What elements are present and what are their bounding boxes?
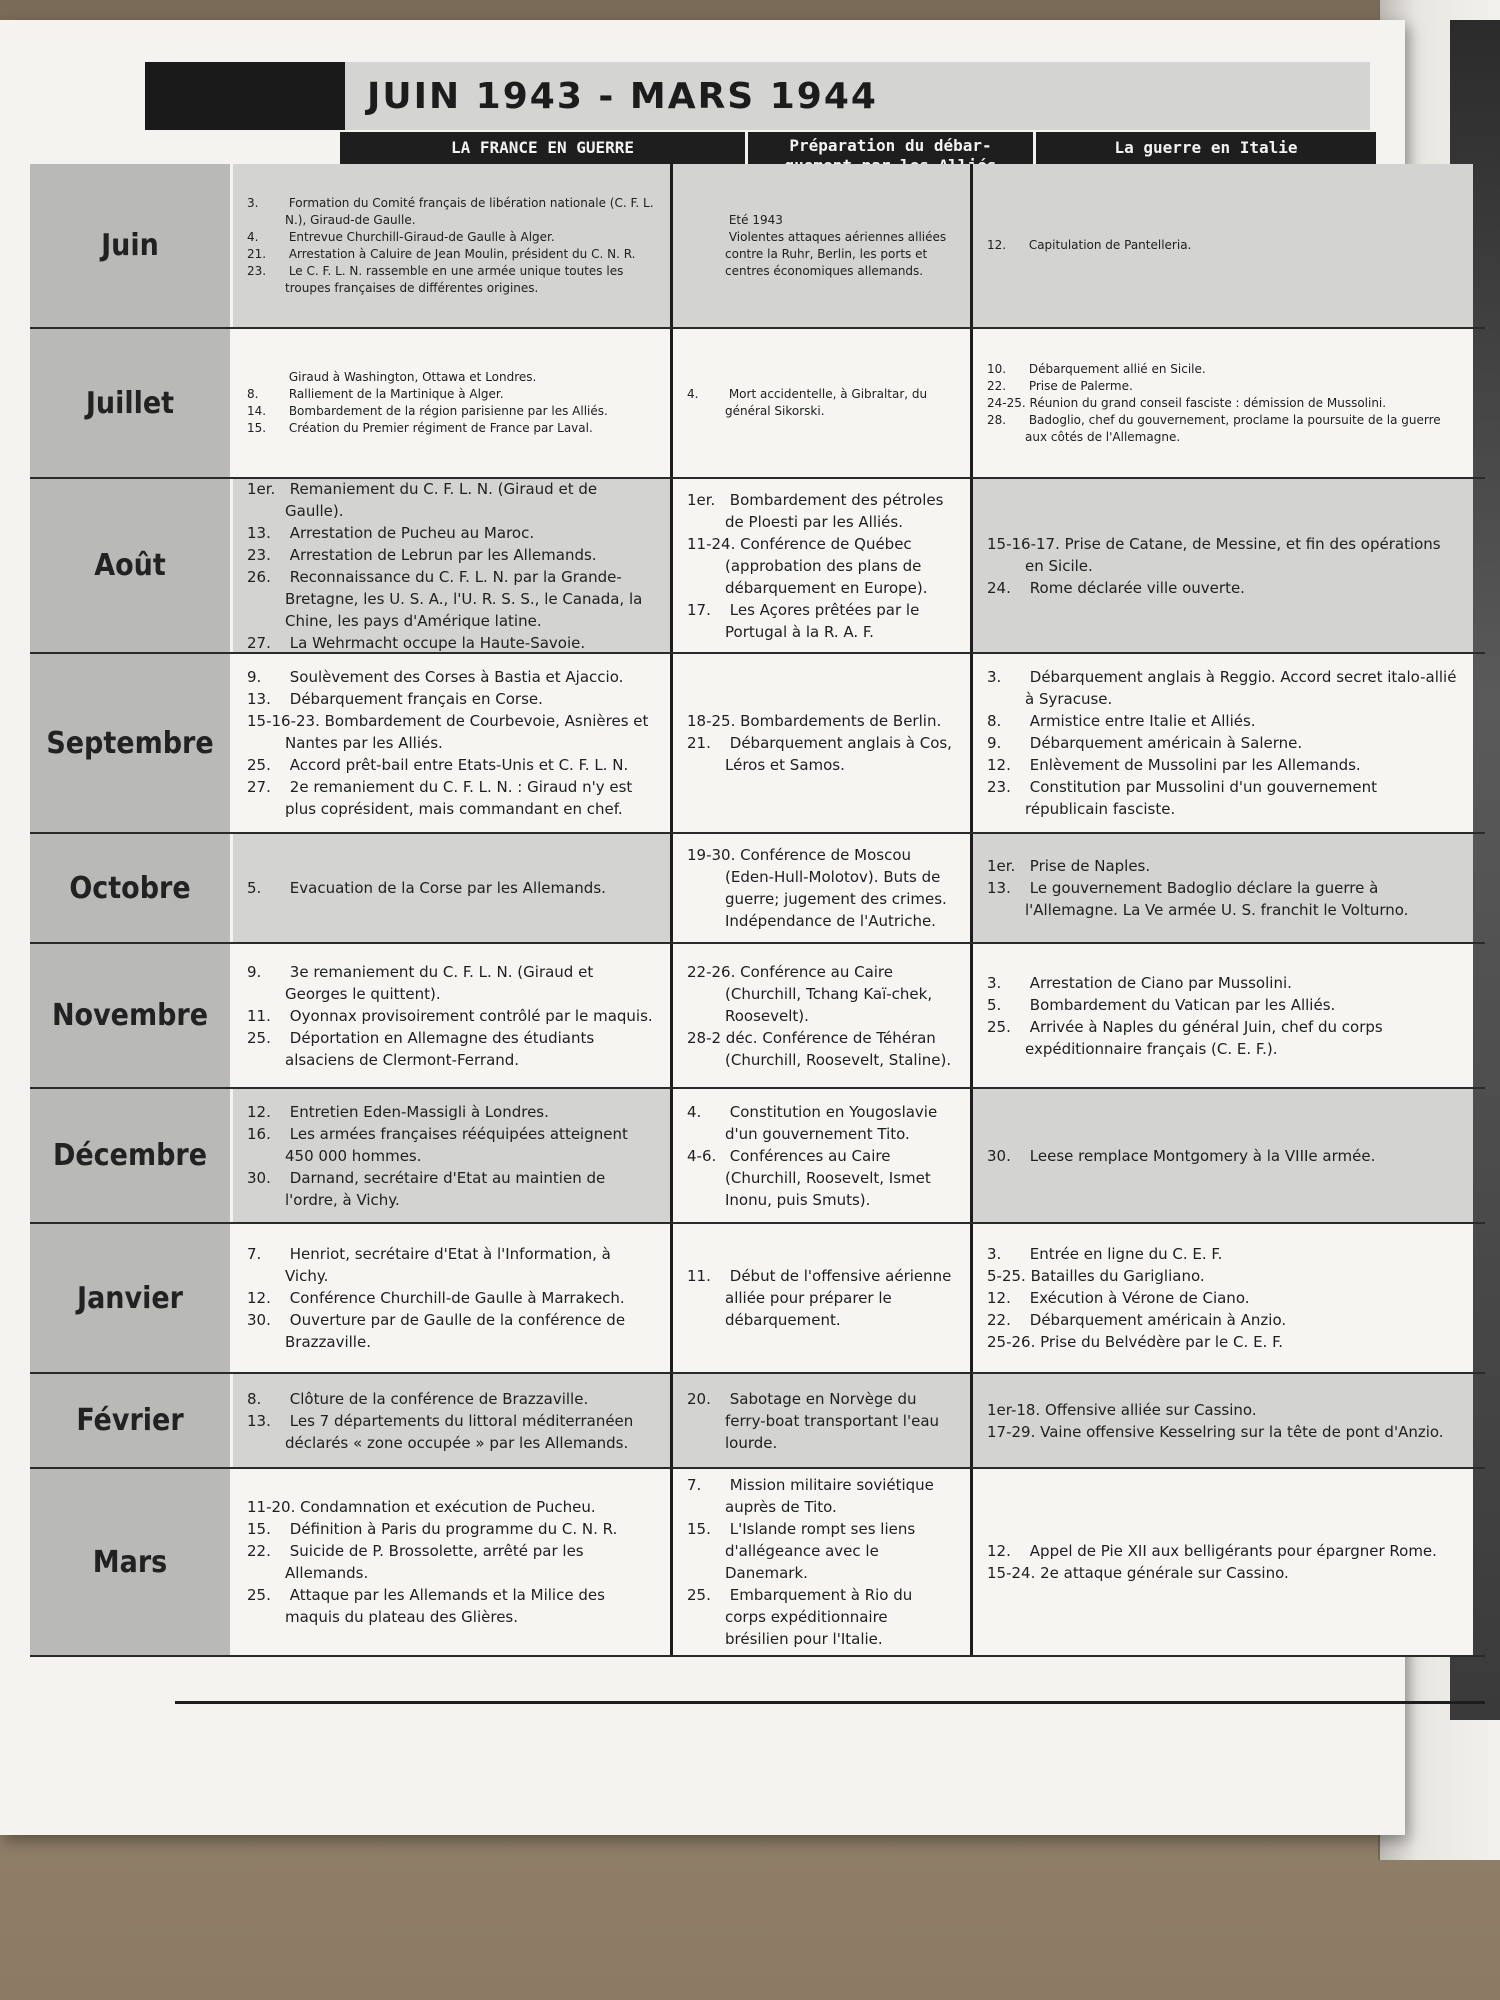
page-title: JUIN 1943 - MARS 1944 xyxy=(367,75,878,117)
column-header-italie: La guerre en Italie xyxy=(1036,132,1376,164)
event-date: 5. xyxy=(247,879,262,897)
event-entry xyxy=(987,577,1459,599)
event-text: Mort accidentelle, à Gibraltar, du général Sikorski. xyxy=(725,387,928,418)
event-date: 25. xyxy=(687,1586,711,1604)
event-text: Reconnaissance du C. F. L. N. par la Grande-Bretagne, les U. S. A., l'U. R. S. S., le Canada, la Chine, les pays d'Amérique latine. xyxy=(285,567,643,630)
event-text: Le gouvernement Badoglio déclare la guerre à l'Allemagne. La Ve armée U. S. franchit le Volturno. xyxy=(1025,879,1409,919)
event-date: 1er. xyxy=(687,490,716,509)
event-date: 18-25. xyxy=(687,712,736,730)
event-text: Entrevue Churchill-Giraud-de Gaulle à Alger. xyxy=(288,229,555,244)
cell-france xyxy=(233,654,673,832)
event-entry xyxy=(247,1584,656,1628)
event-entry xyxy=(987,666,1459,710)
event-date: 25. xyxy=(247,756,271,774)
event-date: 19-30. xyxy=(687,846,736,864)
event-date: 23. xyxy=(247,545,271,564)
event-date: 27. xyxy=(247,633,271,652)
cell-allies xyxy=(673,944,973,1087)
event-text: 3e remaniement du C. F. L. N. (Giraud et Georges le quittent). xyxy=(285,962,594,1003)
event-text: 2e attaque générale sur Cassino. xyxy=(1040,1564,1289,1582)
event-date: 15. xyxy=(687,1520,711,1538)
month-label: Mars xyxy=(30,1469,233,1655)
event-entry xyxy=(247,1005,656,1027)
event-entry xyxy=(987,1265,1459,1287)
event-date: 15-16-17. xyxy=(987,534,1060,553)
cell-france xyxy=(233,1469,673,1655)
event-entry xyxy=(247,566,656,632)
event-text: La Wehrmacht occupe la Haute-Savoie. xyxy=(289,633,586,652)
event-date: 13. xyxy=(247,523,271,542)
event-date: 22. xyxy=(987,378,1007,393)
event-entry xyxy=(687,961,956,1027)
event-text: Conférence au Caire (Churchill, Tchang Kaï-chek, Roosevelt). xyxy=(725,962,933,1025)
header-black-block xyxy=(145,62,345,130)
event-text: Prise du Belvédère par le C. E. F. xyxy=(1040,1333,1284,1351)
event-date: 27. xyxy=(247,778,271,796)
event-entry xyxy=(987,994,1459,1016)
event-text: Les Açores prêtées par le Portugal à la R. A. F. xyxy=(725,600,920,641)
cell-allies xyxy=(673,654,973,832)
cell-italie xyxy=(973,1469,1473,1655)
event-text: Conférences au Caire (Churchill, Roosevelt, Ismet Inonu, puis Smuts). xyxy=(725,1146,931,1209)
event-entry xyxy=(247,1309,656,1353)
cell-italie xyxy=(973,479,1473,652)
event-date: 30. xyxy=(247,1168,271,1187)
month-label: Octobre xyxy=(30,834,233,942)
event-entry xyxy=(687,1145,956,1211)
event-date: 25. xyxy=(247,1028,271,1047)
event-entry xyxy=(247,1496,656,1518)
event-date: 9. xyxy=(247,962,262,981)
event-text: Débarquement allié en Sicile. xyxy=(1028,361,1206,376)
event-entry xyxy=(687,1101,956,1145)
event-text: Embarquement à Rio du corps expéditionnaire brésilien pour l'Italie. xyxy=(725,1586,913,1648)
event-text: Accord prêt-bail entre Etats-Unis et C. F. L. N. xyxy=(289,756,629,774)
month-row xyxy=(30,1374,1485,1469)
event-entry xyxy=(987,361,1459,378)
event-date: 25-26. xyxy=(987,1333,1036,1351)
event-entry xyxy=(247,1388,656,1410)
event-date: 22-26. xyxy=(687,962,736,981)
event-entry xyxy=(247,1101,656,1123)
event-date: 28. xyxy=(987,412,1007,427)
event-entry xyxy=(987,776,1459,820)
event-date: 21. xyxy=(247,246,267,261)
event-entry xyxy=(987,395,1459,412)
event-text: L'Islande rompt ses liens d'allégeance avec le Danemark. xyxy=(725,1520,916,1582)
cell-allies xyxy=(673,1374,973,1467)
event-entry xyxy=(247,386,656,403)
cell-italie xyxy=(973,1374,1473,1467)
event-date: 7. xyxy=(247,1245,262,1263)
event-entry xyxy=(987,412,1459,446)
cell-allies xyxy=(673,329,973,477)
event-date: 1er-18. xyxy=(987,1400,1041,1419)
event-date: 21. xyxy=(687,734,711,752)
table-bottom-rule xyxy=(175,1701,1485,1704)
event-entry xyxy=(987,1309,1459,1331)
event-entry xyxy=(987,1421,1459,1443)
event-date: 5. xyxy=(987,995,1002,1014)
event-text: Sabotage en Norvège du ferry-boat transportant l'eau lourde. xyxy=(725,1389,940,1452)
cell-france xyxy=(233,479,673,652)
event-date: 22. xyxy=(247,1542,271,1560)
event-date: 1er. xyxy=(247,479,276,498)
event-text: Débarquement anglais à Cos, Léros et Samos. xyxy=(725,734,952,774)
event-text: Mission militaire soviétique auprès de Tito. xyxy=(725,1476,934,1516)
event-text: Exécution à Vérone de Ciano. xyxy=(1029,1289,1250,1307)
event-entry xyxy=(987,378,1459,395)
column-header-france: LA FRANCE EN GUERRE xyxy=(340,132,745,164)
event-entry xyxy=(247,1518,656,1540)
event-entry xyxy=(247,479,656,522)
event-date: 10. xyxy=(987,361,1007,376)
event-date: 13. xyxy=(247,1411,271,1430)
event-text: Débarquement français en Corse. xyxy=(289,690,543,708)
event-entry xyxy=(247,776,656,820)
event-date: 12. xyxy=(247,1102,271,1121)
event-text: Bombardement des pétroles de Ploesti par les Alliés. xyxy=(725,490,944,531)
event-date: 12. xyxy=(987,1542,1011,1560)
month-label: Janvier xyxy=(30,1224,233,1372)
month-row xyxy=(30,479,1485,654)
cell-france xyxy=(233,834,673,942)
event-entry xyxy=(247,710,656,754)
event-text: Bombardement de la région parisienne par les Alliés. xyxy=(288,404,608,418)
event-date: 15-24. xyxy=(987,1564,1036,1582)
event-date: 15-16-23. xyxy=(247,712,320,730)
event-text: Constitution par Mussolini d'un gouvernement républicain fasciste. xyxy=(1025,778,1377,818)
cell-allies xyxy=(673,1089,973,1222)
event-entry xyxy=(247,246,656,263)
month-label: Septembre xyxy=(30,654,233,832)
event-text: Débarquement anglais à Reggio. Accord secret italo-allié à Syracuse. xyxy=(1025,668,1457,708)
event-date: 14. xyxy=(247,404,267,418)
event-date: 15. xyxy=(247,1520,271,1538)
event-date: 3. xyxy=(987,1245,1002,1263)
event-entry xyxy=(687,1027,956,1071)
event-text: Batailles du Garigliano. xyxy=(1030,1267,1205,1285)
event-entry xyxy=(247,195,656,229)
event-date: 11-24. xyxy=(687,534,736,553)
event-entry xyxy=(247,369,656,386)
cell-france xyxy=(233,1089,673,1222)
cell-france xyxy=(233,944,673,1087)
event-text: Prise de Catane, de Messine, et fin des opérations en Sicile. xyxy=(1025,534,1441,575)
event-text: Déportation en Allemagne des étudiants alsaciens de Clermont-Ferrand. xyxy=(285,1028,595,1069)
event-date: 20. xyxy=(687,1389,711,1408)
event-date: 4. xyxy=(247,229,259,244)
event-text: Oyonnax provisoirement contrôlé par le maquis. xyxy=(289,1006,653,1025)
event-entry xyxy=(687,489,956,533)
event-text: Le C. F. L. N. rassemble en une armée unique toutes les troupes françaises de différentes origines. xyxy=(285,263,624,295)
event-entry xyxy=(987,1287,1459,1309)
event-entry xyxy=(247,229,656,246)
cell-italie xyxy=(973,944,1473,1087)
event-text: Giraud à Washington, Ottawa et Londres. xyxy=(288,370,537,384)
month-row xyxy=(30,654,1485,834)
event-text: Vaine offensive Kesselring sur la tête de pont d'Anzio. xyxy=(1040,1422,1444,1441)
event-date: 24-25. xyxy=(987,395,1026,410)
cell-italie xyxy=(973,1089,1473,1222)
event-entry xyxy=(987,1540,1459,1562)
event-text: Eté 1943 xyxy=(728,212,783,227)
month-row xyxy=(30,834,1485,944)
event-text: Badoglio, chef du gouvernement, proclame la poursuite de la guerre aux côtés de l'Allemagne. xyxy=(1025,412,1441,444)
event-entry xyxy=(987,1331,1459,1353)
event-entry xyxy=(247,1123,656,1167)
month-row xyxy=(30,329,1485,479)
event-entry xyxy=(247,1410,656,1454)
event-text: Entrée en ligne du C. E. F. xyxy=(1029,1245,1223,1263)
event-date: 9. xyxy=(247,668,262,686)
event-date: 30. xyxy=(987,1146,1011,1165)
event-date: 25. xyxy=(247,1586,271,1604)
event-entry xyxy=(247,403,656,420)
event-text: Entretien Eden-Massigli à Londres. xyxy=(289,1102,549,1121)
event-entry xyxy=(987,972,1459,994)
event-text: Leese remplace Montgomery à la VIIIe armée. xyxy=(1029,1146,1376,1165)
event-text: Ouverture par de Gaulle de la conférence de Brazzaville. xyxy=(285,1311,626,1351)
cell-allies xyxy=(673,1224,973,1372)
event-date: 26. xyxy=(247,567,271,586)
event-date: 11. xyxy=(247,1006,271,1025)
event-date: 4-6. xyxy=(687,1146,717,1165)
cell-allies xyxy=(673,479,973,652)
event-date: 13. xyxy=(987,879,1011,897)
event-date: 12. xyxy=(987,238,1007,252)
event-entry xyxy=(247,666,656,688)
cell-france xyxy=(233,1224,673,1372)
event-text: Définition à Paris du programme du C. N. R. xyxy=(289,1520,618,1538)
event-text: Condamnation et exécution de Pucheu. xyxy=(300,1498,596,1516)
event-text: Arrestation de Lebrun par les Allemands. xyxy=(289,545,597,564)
event-entry xyxy=(987,754,1459,776)
event-entry xyxy=(687,710,956,732)
event-text: Arrestation de Ciano par Mussolini. xyxy=(1029,973,1292,992)
event-date: 8. xyxy=(247,387,259,401)
event-entry xyxy=(987,1562,1459,1584)
event-text: Darnand, secrétaire d'Etat au maintien de l'ordre, à Vichy. xyxy=(285,1168,606,1209)
event-text: Arrestation de Pucheu au Maroc. xyxy=(289,523,535,542)
event-date: 24. xyxy=(987,578,1011,597)
event-text: Appel de Pie XII aux belligérants pour épargner Rome. xyxy=(1029,1542,1437,1560)
event-entry xyxy=(987,533,1459,577)
cell-allies xyxy=(673,834,973,942)
event-entry xyxy=(247,1540,656,1584)
chronology-table xyxy=(30,164,1485,1657)
event-entry xyxy=(687,732,956,776)
event-date: 11-20. xyxy=(247,1498,296,1516)
event-date: 5-25. xyxy=(987,1267,1026,1285)
event-text: Réunion du grand conseil fasciste : démission de Mussolini. xyxy=(1029,395,1387,410)
event-entry xyxy=(247,688,656,710)
event-entry xyxy=(987,1016,1459,1060)
event-entry xyxy=(687,533,956,599)
event-entry xyxy=(247,961,656,1005)
event-text: Conférence Churchill-de Gaulle à Marrakech. xyxy=(289,1289,625,1307)
event-date: 1er. xyxy=(987,857,1016,875)
event-entry xyxy=(987,855,1459,877)
event-text: Conférence de Moscou (Eden-Hull-Molotov). Buts de guerre; jugement des crimes. Indépendance de l'Autriche. xyxy=(725,846,947,930)
month-label: Août xyxy=(30,479,233,652)
event-text: Attaque par les Allemands et la Milice des maquis du plateau des Glières. xyxy=(285,1586,605,1626)
month-row xyxy=(30,1224,1485,1374)
event-text: Clôture de la conférence de Brazzaville. xyxy=(289,1389,589,1408)
cell-italie xyxy=(973,329,1473,477)
event-date: 11. xyxy=(687,1267,711,1285)
event-text: Débarquement américain à Salerne. xyxy=(1029,734,1303,752)
event-date: 4. xyxy=(687,1102,702,1121)
event-text: Les armées françaises rééquipées atteignent 450 000 hommes. xyxy=(285,1124,628,1165)
event-date: 16. xyxy=(247,1124,271,1143)
month-row xyxy=(30,164,1485,329)
event-text: Bombardement du Vatican par les Alliés. xyxy=(1029,995,1336,1014)
event-entry xyxy=(687,386,956,420)
event-date: 12. xyxy=(987,1289,1011,1307)
month-label: Novembre xyxy=(30,944,233,1087)
event-date: 4. xyxy=(687,387,699,401)
event-text: Prise de Naples. xyxy=(1029,857,1151,875)
event-text: Arrivée à Naples du général Juin, chef du corps expéditionnaire français (C. E. F.). xyxy=(1025,1017,1383,1058)
event-text: Constitution en Yougoslavie d'un gouvernement Tito. xyxy=(725,1102,938,1143)
event-text: Bombardement de Courbevoie, Asnières et Nantes par les Alliés. xyxy=(285,712,649,752)
event-entry xyxy=(687,1265,956,1331)
event-entry xyxy=(987,1399,1459,1421)
title-bar xyxy=(345,62,1370,130)
event-date: 3. xyxy=(987,668,1002,686)
event-text: Henriot, secrétaire d'Etat à l'Information, à Vichy. xyxy=(285,1245,611,1285)
event-date: 28-2 déc. xyxy=(687,1028,758,1047)
event-entry xyxy=(987,1243,1459,1265)
event-date: 13. xyxy=(247,690,271,708)
event-entry xyxy=(247,522,656,544)
event-text: Les 7 départements du littoral méditerranéen déclarés « zone occupée » par les Allemands. xyxy=(285,1411,634,1452)
event-text: Conférence de Téhéran (Churchill, Roosevelt, Staline). xyxy=(725,1028,952,1069)
event-entry xyxy=(247,263,656,297)
cell-allies xyxy=(673,1469,973,1655)
event-text: Evacuation de la Corse par les Allemands. xyxy=(289,879,606,897)
month-row xyxy=(30,1469,1485,1657)
event-date: 17-29. xyxy=(987,1422,1036,1441)
event-date: 8. xyxy=(247,1389,262,1408)
event-date: 12. xyxy=(247,1289,271,1307)
month-label: Février xyxy=(30,1374,233,1467)
event-entry xyxy=(687,1388,956,1454)
cell-italie xyxy=(973,164,1473,327)
event-entry xyxy=(687,844,956,932)
event-date: 9. xyxy=(987,734,1002,752)
event-text: Ralliement de la Martinique à Alger. xyxy=(288,387,504,401)
event-date: 3. xyxy=(247,195,259,210)
event-entry xyxy=(687,212,956,229)
event-text: Débarquement américain à Anzio. xyxy=(1029,1311,1287,1329)
event-text: Rome déclarée ville ouverte. xyxy=(1029,578,1245,597)
event-text: Remaniement du C. F. L. N. (Giraud et de Gaulle). xyxy=(285,479,598,520)
cell-italie xyxy=(973,834,1473,942)
event-entry xyxy=(247,1287,656,1309)
month-label: Juillet xyxy=(30,329,233,477)
event-text: Début de l'offensive aérienne alliée pour préparer le débarquement. xyxy=(725,1267,952,1329)
event-date: 22. xyxy=(987,1311,1011,1329)
event-text: Suicide de P. Brossolette, arrêté par les Allemands. xyxy=(285,1542,584,1582)
event-entry xyxy=(247,754,656,776)
event-entry xyxy=(687,1518,956,1584)
event-entry xyxy=(987,1145,1459,1167)
event-date: 7. xyxy=(687,1476,702,1494)
event-entry xyxy=(987,710,1459,732)
month-label: Décembre xyxy=(30,1089,233,1222)
event-entry xyxy=(247,1243,656,1287)
month-row xyxy=(30,1089,1485,1224)
cell-france xyxy=(233,1374,673,1467)
cell-italie xyxy=(973,1224,1473,1372)
event-date: 15. xyxy=(247,421,267,435)
event-text: Soulèvement des Corses à Bastia et Ajaccio. xyxy=(289,668,624,686)
event-entry xyxy=(687,1474,956,1518)
column-header-allies: Préparation du débar- xyxy=(748,132,1033,184)
event-entry xyxy=(247,877,656,899)
event-date: 25. xyxy=(987,1017,1011,1036)
event-text: Prise de Palerme. xyxy=(1028,378,1133,393)
event-date: 23. xyxy=(247,263,267,278)
event-entry xyxy=(247,420,656,437)
event-date: 8. xyxy=(987,712,1002,730)
event-entry xyxy=(247,544,656,566)
event-text: Capitulation de Pantelleria. xyxy=(1028,238,1192,252)
event-text: 2e remaniement du C. F. L. N. : Giraud n'y est plus coprésident, mais commandant en chef. xyxy=(285,778,633,818)
event-text: Armistice entre Italie et Alliés. xyxy=(1029,712,1256,730)
event-text: Violentes attaques aériennes alliées contre la Ruhr, Berlin, les ports et centres économiques allemands. xyxy=(725,229,947,278)
event-text: Offensive alliée sur Cassino. xyxy=(1045,1400,1257,1419)
event-text: Conférence de Québec (approbation des plans de débarquement en Europe). xyxy=(725,534,928,597)
event-entry xyxy=(687,229,956,280)
event-entry xyxy=(987,237,1459,254)
event-entry xyxy=(987,877,1459,921)
event-text: Enlèvement de Mussolini par les Allemands. xyxy=(1029,756,1361,774)
cell-france xyxy=(233,329,673,477)
event-entry xyxy=(987,732,1459,754)
event-date: 17. xyxy=(687,600,711,619)
month-row xyxy=(30,944,1485,1089)
event-entry xyxy=(687,1584,956,1650)
month-label: Juin xyxy=(30,164,233,327)
event-date: 30. xyxy=(247,1311,271,1329)
event-text: Création du Premier régiment de France par Laval. xyxy=(288,421,593,435)
event-entry xyxy=(687,599,956,643)
cell-france xyxy=(233,164,673,327)
event-entry xyxy=(247,1167,656,1211)
event-text: Formation du Comité français de libération nationale (C. F. L. N.), Giraud-de Gaulle. xyxy=(285,195,654,227)
event-text: Arrestation à Caluire de Jean Moulin, président du C. N. R. xyxy=(288,246,636,261)
event-entry xyxy=(247,632,656,653)
event-entry xyxy=(247,1027,656,1071)
event-date: 12. xyxy=(987,756,1011,774)
event-date: 23. xyxy=(987,778,1011,796)
cell-allies xyxy=(673,164,973,327)
event-text: Bombardements de Berlin. xyxy=(740,712,942,730)
event-date: 3. xyxy=(987,973,1002,992)
cell-italie xyxy=(973,654,1473,832)
